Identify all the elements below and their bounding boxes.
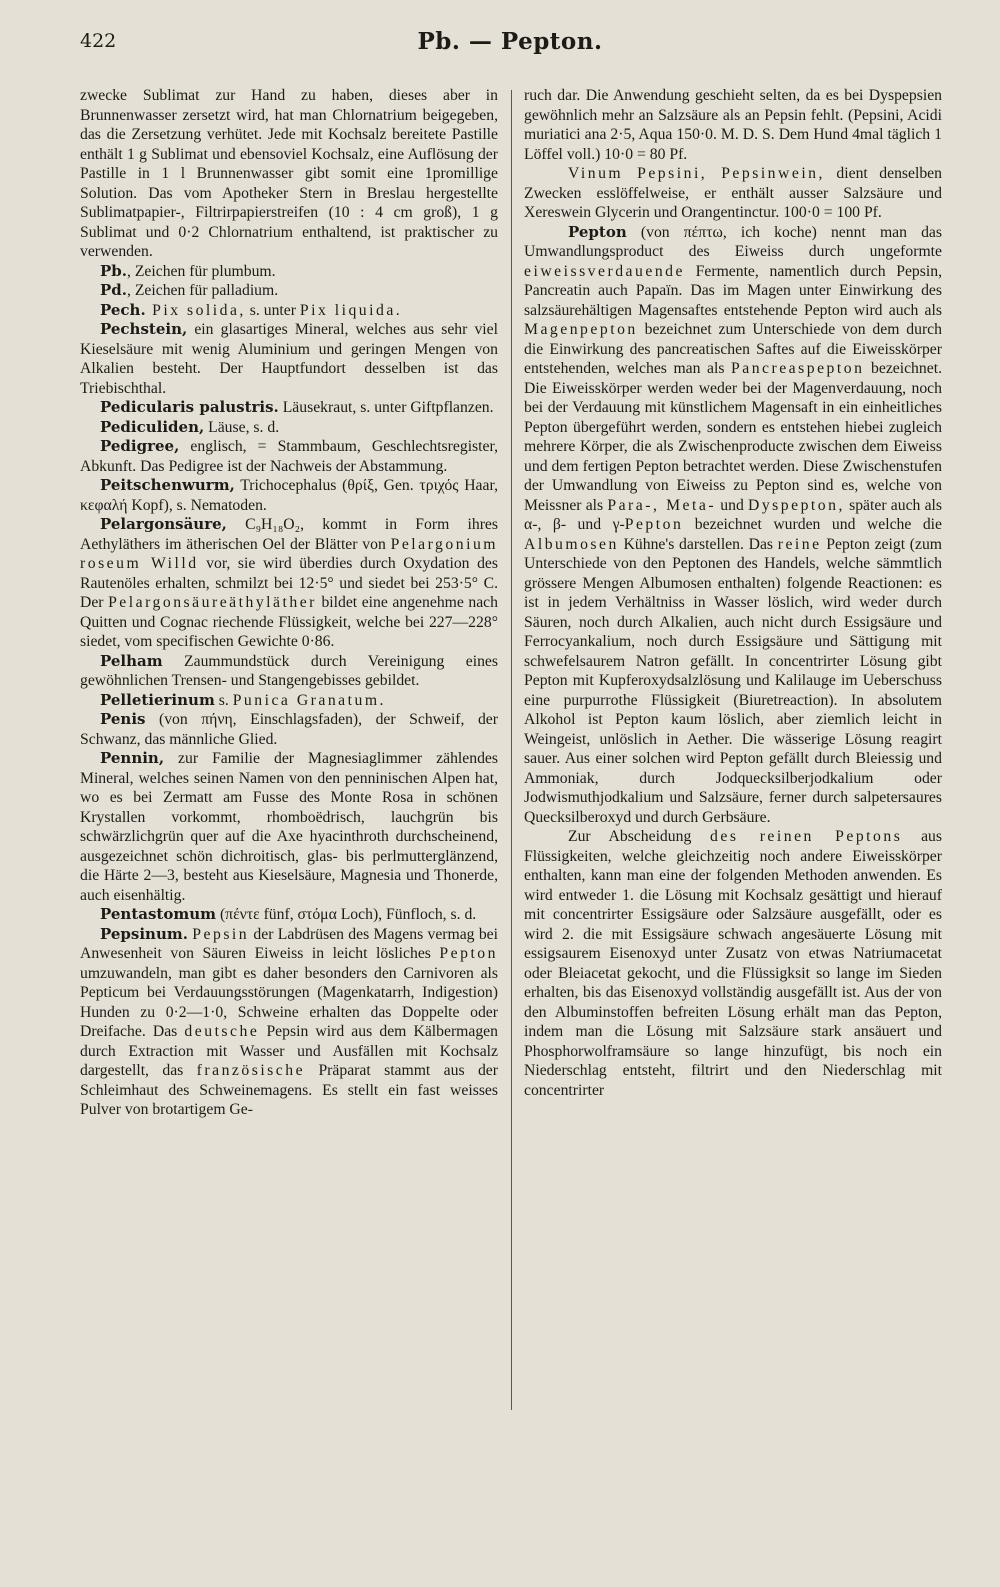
entry-pedigree: Pedigree, englisch, = Stammbaum, Geschlechtsregister, Abkunft. Das Pedigree ist der Nachweis der Abstammung. — [80, 437, 498, 475]
entry-peitschenwurm: Peitschenwurm, Trichocephalus (θρίξ, Gen. τριχός Haar, κεφαλή Kopf), s. Nematoden. — [80, 476, 498, 514]
entry-term: Pediculiden, — [100, 417, 205, 436]
entry-pelargonsaeure: Pelargonsäure, C₉H₁₈O₂, kommt in Form ihres Aethyläthers im ätherischen Oel der Blätter von Pelargonium roseum Willd vor, sie wird überdies durch Oxydation des Rautenöles erhalten, schmilzt bei 12·5° und siedet bei 253·5° C. Der Pelargonsäureäthyläther bildet eine angenehme nach Quitten und Cognac riechende Flüssigkeit, welche bei 227—228° siedet, vom specifischen Gewichte 0·86. — [80, 515, 498, 650]
entry-pentastomum: Pentastomum (πέντε fünf, στόμα Loch), Fünfloch, s. d. — [100, 905, 477, 923]
entry-term: Peitschenwurm, — [100, 476, 235, 494]
page-number: 422 — [80, 30, 117, 52]
entry-term: Pechstein, — [100, 320, 188, 338]
entry-term: Pech. — [100, 300, 146, 319]
entry-continuation: zwecke Sublimat zur Hand zu haben, dieses aber in Brunnenwasser zersetzt wird, hat man Chlornatrium beigegeben, das die Zersetzung verhütet. Jede mit Kochsalz bereitete Pastille enthält 1 g Sublimat und ebensoviel Kochsalz, eine Auflösung der Pastille in 1 l Brunnenwasser gibt somit eine 1promillige Solution. Das vom Apotheker Stern in Breslau hergestellte Sublimatpapier-, Filtrirpapierstreifen (10 : 4 cm groß), 1 g Sublimat und 0·2 Chlornatrium enthaltend, ist praktischer zu verwenden. — [80, 87, 498, 260]
entry-term: Pelargonsäure, — [100, 515, 227, 533]
entry-term: Pb. — [100, 261, 127, 280]
entry-term: Pennin, — [100, 749, 165, 767]
entry-term: Pd. — [100, 281, 127, 299]
entry-pepsinum: Pepsinum. Pepsin der Labdrüsen des Magens vermag bei Anwesenheit von Säuren Eiweiss in leicht lösliches Pepton umzuwandeln, man gibt es daher besonders den Carnivoren als Pepticum bei Verdauungsstörungen (Magenkatarrh, Indigestion) Hunden zu 0·2—1·0, Schweine erhalten das Doppelte oder Dreifache. Das deutsche Pepsin wird aus dem Kälbermagen durch Extraction mit Wasser und Ausfällen mit Kochsalz dargestellt, das französische Präparat stammt aus der Schleimhaut des Schweinemagens. Es stellt ein fast weisses Pulver von brotartigem Ge- — [80, 924, 498, 1118]
entry-pechstein: Pechstein, ein glasartiges Mineral, welches aus sehr viel Kieselsäure mit wenig Aluminium und geringen Mengen von Alkalien besteht. Der Hauptfundort desselben ist das Triebischthal. — [80, 320, 498, 397]
entry-pelletierinum: Pelletierinum s. Punica Granatum. — [100, 690, 386, 709]
entry-pb: Pb., Zeichen für plumbum. — [100, 261, 276, 280]
entry-pech: Pech. Pix solida, s. unter Pix liquida. — [100, 300, 403, 319]
entry-pd: Pd., Zeichen für palladium. — [100, 281, 279, 299]
page-header — [80, 30, 940, 70]
entry-term: Pedigree, — [100, 437, 180, 455]
entry-vinum-pepsini: Vinum Pepsini, Pepsinwein, dient denselben Zwecken esslöffelweise, er enthält ausser Salzsäure und Xereswein Glycerin und Orangentinctur. 100·0 = 100 Pf. — [524, 165, 942, 221]
entry-term: Pelham — [100, 651, 163, 670]
entry-term: Pepsinum. — [100, 924, 188, 943]
entry-pediculiden: Pediculiden, Läuse, s. d. — [100, 417, 280, 436]
running-head: Pb. — Pepton. — [417, 28, 603, 55]
entry-term: Pentastomum — [100, 905, 217, 923]
entry-continuation: ruch dar. Die Anwendung geschieht selten, da es bei Dyspepsien gewöhnlich mehr an Salzsäure als an Pepsin fehlt. (Pepsini, Acidi muriatici ana 2·5, Aqua 150·0. M. D. S. Dem Hund 4mal täglich 1 Löffel voll.) 10·0 = 80 Pf. — [524, 87, 942, 163]
entry-term: Pedicularis palustris. — [100, 398, 279, 416]
entry-term: Pepton — [568, 222, 627, 241]
entry-pennin: Pennin, zur Familie der Magnesiaglimmer zählendes Mineral, welches seinen Namen von den penninischen Alpen hat, wo es bei Zermatt am Fusse des Monte Rosa in schönen Krystallen vorkommt, rhomboëdrisch, lauchgrün bis schwärzlichgrün quer auf die Axe hyacinthroth durchscheinend, ausgezeichnet schön dichroitisch, glas- bis perlmutterglänzend, die Härte 2—3, besteht aus Kieselsäure, Magnesia und Thonerde, auch eisenhältig. — [80, 749, 498, 904]
entry-pelham: Pelham Zaummundstück durch Vereinigung eines gewöhnlichen Trensen- und Stangengebisses gebildet. — [80, 651, 498, 689]
right-column — [524, 86, 942, 1587]
entry-pedicularis: Pedicularis palustris. Läusekraut, s. unter Giftpflanzen. — [100, 398, 494, 416]
paragraph-abscheidung: Zur Abscheidung des reinen Peptons aus Flüssigkeiten, welche gleichzeitig noch andere Eiweisskörper enthalten, kann man eine der folgenden Methoden anwenden. Es wird entweder 1. die Lösung mit Kochsalz gesättigt und hierauf mit concentrirter Essigsäure oder Salzsäure ausgefällt, oder es wird 2. die mit Essigsäure schwach angesäuerte Lösung mit essigsaurem Eisenoxyd unter Zusatz von etwas Natriumacetat oder Bleiacetat gekocht, und die Flüssigksit so lange im Sieden erhalten, bis das Eisenoxyd vollständig ausgefällt ist. Aus der von den Albuminstoffen befreiten Lösung erhält man das Pepton, indem man die Lösung mit Salzsäure stark ansäuert und Phosphorwolframsäure so lange hinzufügt, bis noch ein Niederschlag entsteht, filtrirt und den Niederschlag mit concentrirter — [524, 828, 942, 1099]
left-column — [80, 86, 498, 1587]
column-divider — [511, 90, 512, 1410]
entry-term: Pelletierinum — [100, 690, 215, 709]
entry-penis: Penis (von πήνη, Einschlagsfaden), der Schweif, der Schwanz, das männliche Glied. — [80, 710, 498, 748]
entry-pepton: Pepton (von πέπτω, ich koche) nennt man das Umwandlungsproduct des Eiweiss durch ungeformte eiweissverdauende Fermente, namentlich durch Pepsin, Pancreatin auch Papaïn. Das im Magen unter Einwirkung des salzsäurehältigen Magensaftes entstehende Pepton wird auch als Magenpepton bezeichnet zum Unterschiede von dem durch die Einwirkung des pancreatischen Saftes auf die Eiweisskörper entstehenden, welches man als Pancreaspepton bezeichnet. Die Eiweisskörper werden weder bei der Magenverdauung, noch bei der Verdauung mit künstlichem Magensaft in ein einheitliches Pepton übergeführt werden, sondern es entstehen hiebei zugleich mehrere Körper, die als Zwischenproducte zwischen dem Eiweiss und dem fertigen Pepton betrachtet werden. Diese Zwischenstufen der Umwandlung von Eiweiss zu Pepton sind es, welche von Meissner als Para-, Meta- und Dyspepton, später auch als α-, β- und γ-Pepton bezeichnet wurden und welche die Albumosen Kühne's darstellen. Das reine Pepton zeigt (zum Unterschiede von den Peptonen des Handels, welche sämmtlich grössere Mengen Albumosen enthalten) folgende Reactionen: es ist in jedem Verhältniss in Wasser löslich, wird weder durch Säuren, noch durch Alkalien, auch nicht durch Essigsäure und Ferrocyankalium, noch durch Essigsäure und Sättigung mit schwefelsaurem Natron gefällt. In concentrirter Lösung gibt Pepton mit Kupferoxydsalzlösung und Kalilauge im Ueberschuss eine purpurrothe Flüssigkeit (Biuretreaction). In absolutem Alkohol ist Pepton kaum löslich, aber ziemlich leicht in Weingeist, unlöslich in Aether. Die wässerige Lösung reagirt sauer. Aus einer solchen wird Pepton gefällt durch Bleiessig und Ammoniak, durch Jodquecksilberjodkalium oder Jodwismuthjodkalium und Salzsäure, ferner durch salpetersaures Quecksilberoxyd und durch Gerbsäure. — [524, 222, 943, 826]
entry-term: Penis — [100, 710, 146, 728]
